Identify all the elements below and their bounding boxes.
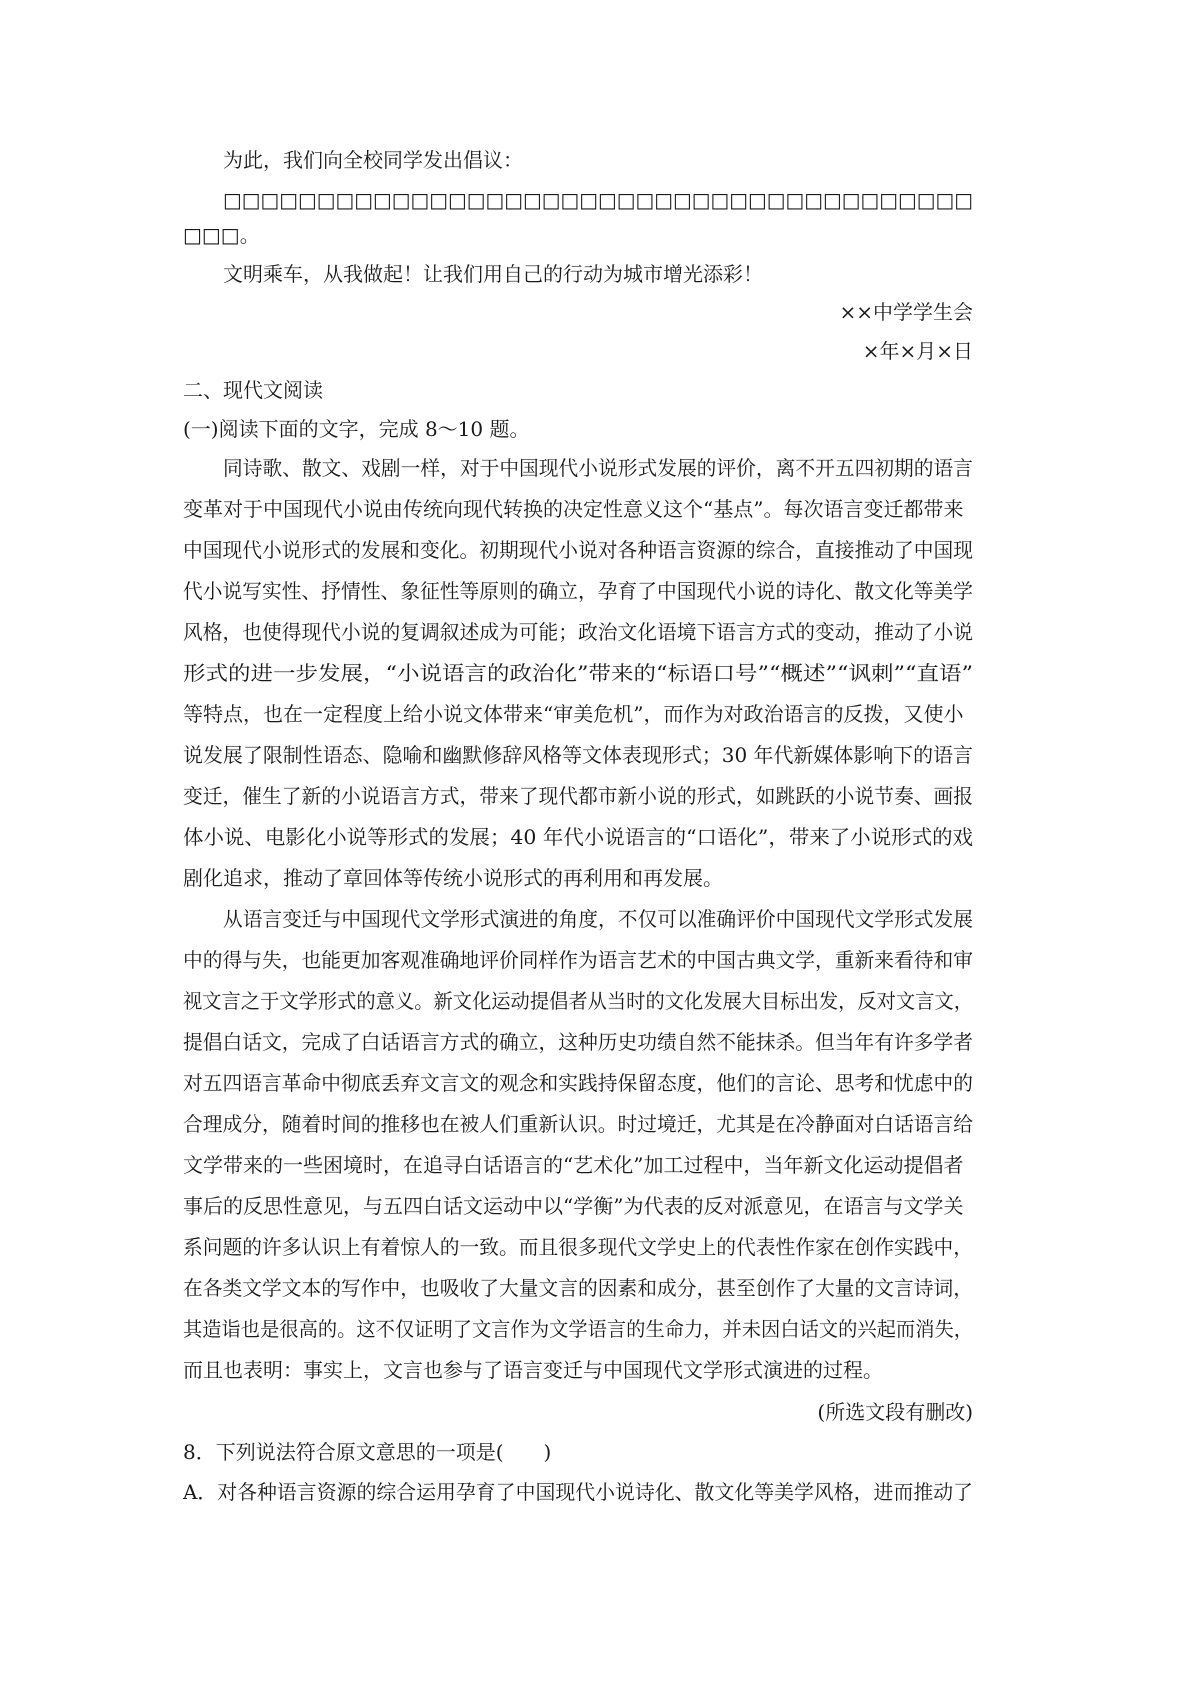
passage-p1-line: 变革对于中国现代小说由传统向现代转换的决定性意义这个“基点”。每次语言变迁都带来 [183, 497, 964, 521]
passage-p1-line: 形式的进一步发展，“小说语言的政治化”带来的“标语口号”“概述”“讽刺”“直语” [183, 661, 973, 685]
section-subheading: (一)阅读下面的文字，完成 8～10 题。 [183, 417, 530, 441]
passage-p1-line: 风格，也使得现代小说的复调叙述成为可能；政治文化语境下语言方式的变动，推动了小说 [183, 620, 973, 644]
passage-p2-line: 系问题的许多认识上有着惊人的一致。而且很多现代文学史上的代表性作家在创作实践中， [183, 1235, 973, 1259]
passage-p1-line: 变迁，催生了新的小说语言方式，带来了现代都市新小说的形式，如跳跃的小说节奏、画报 [183, 784, 973, 808]
passage-p2-line: 合理成分，随着时间的推移也在被人们重新认识。时过境迁，尤其是在冷静面对白话语言给 [183, 1112, 973, 1136]
section-heading: 二、现代文阅读 [183, 378, 323, 402]
passage-p2-line: 视文言之于文学形式的意义。新文化运动提倡者从当时的文化发展大目标出发，反对文言文， [183, 989, 973, 1013]
passage-p2-line: 文学带来的一些困境时，在追寻白话语言的“艺术化”加工过程中，当年新文化运动提倡者 [183, 1153, 964, 1177]
passage-p1-line: 代小说写实性、抒情性、象征性等原则的确立，孕育了中国现代小说的诗化、散文化等美学 [183, 579, 973, 603]
source-note: (所选文段有删改) [817, 1400, 973, 1424]
proposal-date: ×年×月×日 [862, 339, 973, 363]
passage-p2-line: 从语言变迁与中国现代文学形式演进的角度，不仅可以准确评价中国现代文学形式发展 [223, 907, 973, 931]
passage-p2-line: 而且也表明：事实上，文言也参与了语言变迁与中国现代文学形式演进的过程。 [183, 1358, 883, 1382]
proposal-boxes-line-2: □□□。 [183, 223, 260, 247]
passage-p1-line: 体小说、电影化小说等形式的发展；40 年代小说语言的“口语化”，带来了小说形式的戏 [183, 825, 973, 849]
passage-p2-line: 中的得与失，也能更加客观准确地评价同样作为语言艺术的中国古典文学，重新来看待和审 [183, 948, 973, 972]
passage-p2-line: 对五四语言革命中彻底丢弃文言文的观念和实践持保留态度，他们的言论、思考和忧虑中的 [183, 1071, 973, 1095]
proposal-intro: 为此，我们向全校同学发出倡议： [223, 148, 523, 172]
passage-p2-line: 在各类文学文本的写作中，也吸收了大量文言的因素和成分，甚至创作了大量的文言诗词， [183, 1276, 973, 1300]
proposal-closing: 文明乘车，从我做起！让我们用自己的行动为城市增光添彩！ [223, 262, 763, 286]
passage-p2-line: 事后的反思性意见，与五四白话文运动中以“学衡”为代表的反对派意见，在语言与文学关 [183, 1194, 964, 1218]
passage-p1-line: 同诗歌、散文、戏剧一样，对于中国现代小说形式发展的评价，离不开五四初期的语言 [223, 456, 973, 480]
passage-p1-line: 等特点，也在一定程度上给小说文体带来“审美危机”，而作为对政治语言的反拨，又使小 [183, 702, 964, 726]
question-option-a: A．对各种语言资源的综合运用孕育了中国现代小说诗化、散文化等美学风格，进而推动了 [183, 1480, 973, 1504]
proposal-signature: ××中学学生会 [839, 300, 973, 324]
question-stem: 8．下列说法符合原文意思的一项是( ) [183, 1440, 552, 1464]
passage-p2-line: 提倡白话文，完成了白话语言方式的确立，这种历史功绩自然不能抹杀。但当年有许多学者 [183, 1030, 973, 1054]
passage-p2-line: 其造诣也是很高的。这不仅证明了文言作为文学语言的生命力，并未因白话文的兴起而消失， [183, 1317, 973, 1341]
passage-p1-line: 中国现代小说形式的发展和变化。初期现代小说对各种语言资源的综合，直接推动了中国现 [183, 538, 973, 562]
passage-p1-line: 说发展了限制性语态、隐喻和幽默修辞风格等文体表现形式；30 年代新媒体影响下的语言 [183, 743, 973, 767]
proposal-boxes-line-1: □□□□□□□□□□□□□□□□□□□□□□□□□□□□□□□□□□□□□□□□ [223, 188, 973, 212]
passage-p1-line: 剧化追求，推动了章回体等传统小说形式的再利用和再发展。 [183, 866, 723, 890]
